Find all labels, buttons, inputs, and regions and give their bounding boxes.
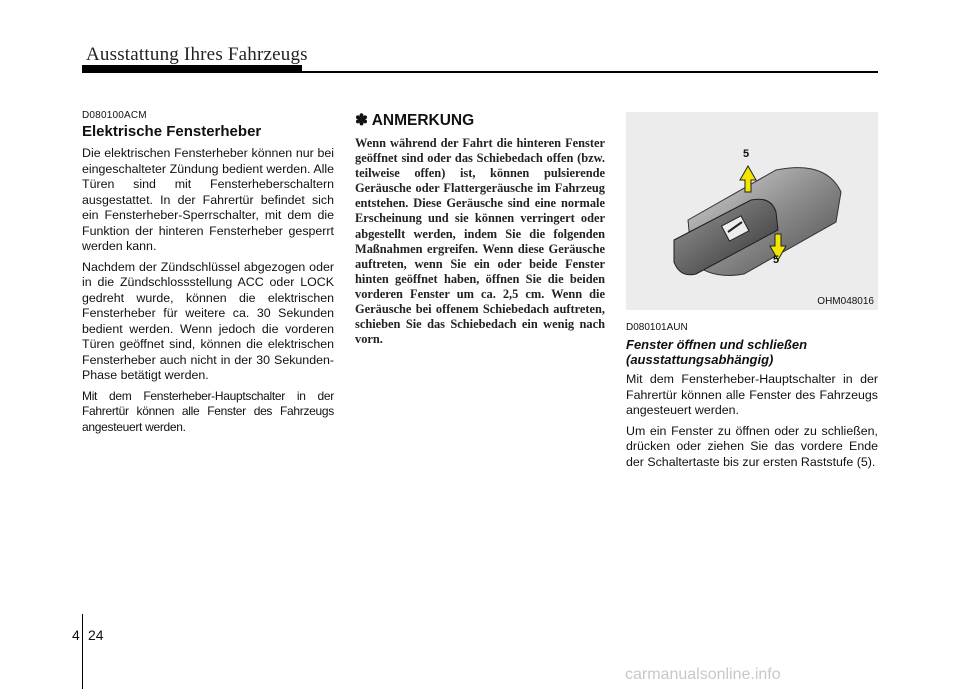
paragraph-2: Um ein Fenster zu öffnen oder zu schließen, drücken oder ziehen Sie das vordere Ende der Schaltertaste bis zur ersten Raststufe (5). bbox=[626, 423, 878, 469]
paragraph-1: Die elektrischen Fensterheber können nur bei eingeschalteter Zündung bedient werden. Alle Türen sind mit Fensterheberschaltern ausgestattet. In der Fahrertür befindet sich ein Fensterheber-Sperrschalter, mit dem die Funktion der hinteren Fensterheber gesperrt werden kann. bbox=[82, 146, 334, 253]
running-header-title: Ausstattung Ihres Fahrzeugs bbox=[86, 44, 308, 65]
paragraph-3: Mit dem Fensterheber-Hauptschalter in der Fahrertür können alle Fenster des Fahrzeugs angesteuert werden. bbox=[82, 388, 334, 434]
section-code: D080100ACM bbox=[82, 110, 147, 121]
section-code: D080101AUN bbox=[626, 322, 688, 333]
note-heading: ✽ ANMERKUNG bbox=[355, 112, 475, 129]
footer-rule bbox=[82, 614, 83, 689]
column-middle bbox=[355, 110, 605, 347]
window-switch-figure bbox=[626, 112, 878, 310]
paragraph-2: Nachdem der Zündschlüssel abgezogen oder in die Zündschlossstellung ACC oder LOCK gedreht wurde, können die elektrischen Fensterheber für weitere ca. 30 Sekunden bedient werden. Wenn jedoch die vorderen Türen geöffnet sind, können die elektrischen Fensterheber auch nicht in der 30 Sekunden-Phase betätigt werden. bbox=[82, 259, 334, 382]
figure-label-5-bottom: 5 bbox=[773, 254, 780, 266]
chapter-number: 4 bbox=[72, 627, 80, 643]
watermark: carmanualsonline.info bbox=[625, 666, 781, 683]
column-right bbox=[626, 110, 878, 470]
header-rule bbox=[82, 71, 878, 73]
section-heading-italic: Fenster öffnen und schließen (ausstattungsabhängig) bbox=[626, 337, 808, 367]
window-switch-illustration bbox=[626, 112, 878, 310]
figure-code: OHM048016 bbox=[817, 296, 874, 307]
page-number: 24 bbox=[88, 627, 104, 643]
note-body: Wenn während der Fahrt die hinteren Fenster geöffnet sind oder das Schiebedach offen (bzw. teilweise offen) ist, können pulsierende Geräusche oder Flattergeräusche im Fahrzeug entstehen. Diese Geräusche sind eine normale Erscheinung und sie können verringert oder abgestellt werden, indem Sie die folgenden Maßnahmen ergreifen. Wenn diese Geräusche auftreten, wenn Sie ein oder beide Fenster hinten geöffnet haben, öffnen Sie die beiden vorderen Fenster um ca. 2,5 cm. Wenn die Geräusche bei offenem Schiebedach auftreten, schieben Sie das Schiebedach ein wenig nach vorn. bbox=[355, 136, 605, 347]
paragraph-1: Mit dem Fensterheber-Hauptschalter in der Fahrertür können alle Fenster des Fahrzeugs angesteuert werden. bbox=[626, 372, 878, 417]
section-heading: Elektrische Fensterheber bbox=[82, 123, 262, 140]
figure-label-5-top: 5 bbox=[743, 148, 750, 160]
column-left bbox=[82, 110, 334, 435]
